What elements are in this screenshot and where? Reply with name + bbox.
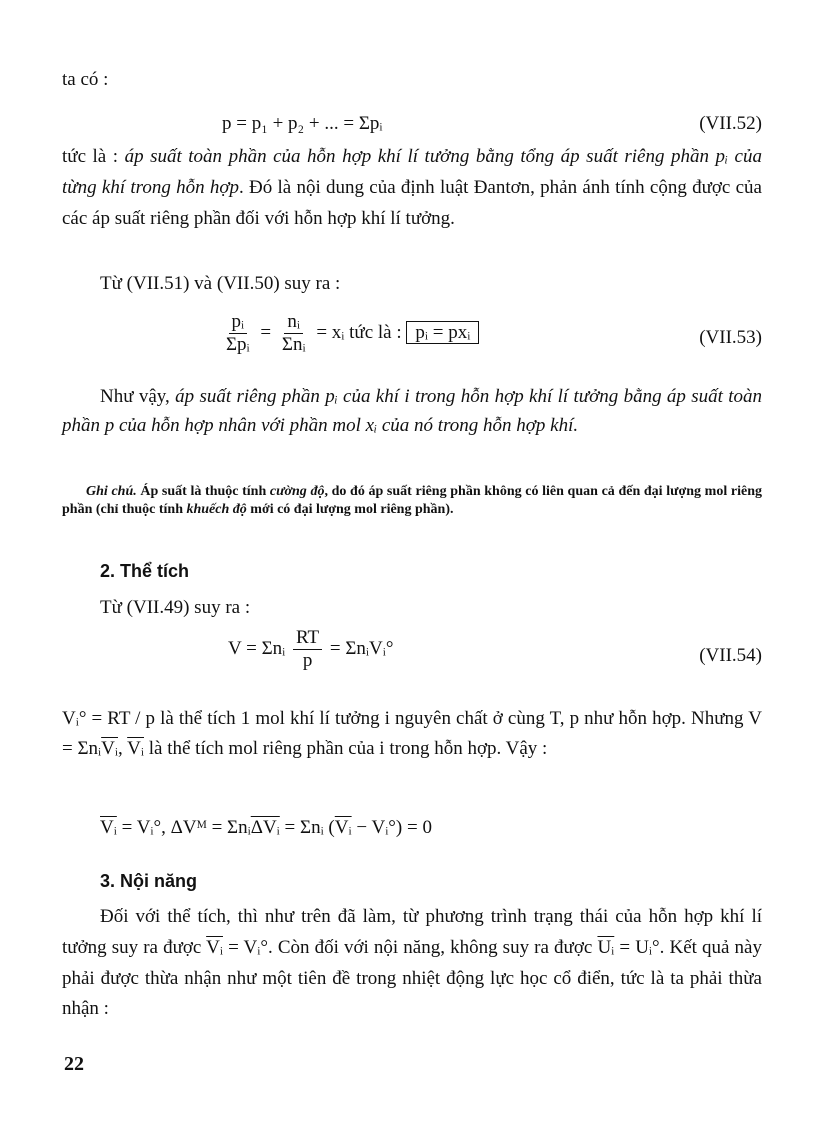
- fraction: $\frac{RT}{p}$: [293, 628, 322, 672]
- fraction: $\frac{\text{pᵢ}}{\text{Σpᵢ}}$: [226, 311, 250, 355]
- intro-text: ta có :: [62, 69, 109, 90]
- paragraph-derive-volume: Từ (VII.49) suy ra :: [100, 597, 251, 618]
- paragraph-lead: tức là :: [62, 146, 125, 167]
- section-heading-internal-energy: 3. Nội năng: [100, 871, 198, 891]
- boxed-result: pᵢ = pxᵢ: [406, 321, 479, 344]
- paragraph-internal-energy: Đối với thể tích, thì như trên đã làm, từ phương trình trạng thái của hỗn hợp khí lí tưởng suy ra được $\overline{Vᵢ}$ = Vᵢ°. Còn đối với nội năng, không suy ra được $\overline{Uᵢ}$ = Uᵢ°. Kết quả này phải được thừa nhận như một tiên đề trong nhiệt động lực học cổ điển, tức là ta phải thừa nhận :: [62, 906, 762, 1020]
- equation-vii-53: [62, 312, 762, 368]
- equation-number: (VII.53): [699, 327, 762, 348]
- page-number: 22: [64, 1053, 84, 1075]
- section-heading-volume: 2. Thể tích: [100, 561, 190, 581]
- paragraph-italic: áp suất toàn phần của hỗn hợp khí lí tưởng bằng tổng áp suất riêng phần pᵢ của từng khí trong hỗn hợp: [62, 146, 762, 198]
- equation-number: (VII.54): [699, 645, 762, 666]
- paragraph-dalton-law: [62, 142, 762, 234]
- fraction: $\frac{\text{nᵢ}}{\text{Σnᵢ}}$: [281, 311, 306, 355]
- equation-volume-change: $\overline{Vᵢ}$ = Vᵢ°, ΔVᴹ = $\Sigma nᵢ\overline{\Delta Vᵢ}$ = Σnᵢ ($\overline{Vᵢ}$ − Vᵢ°) = 0: [100, 817, 432, 838]
- paragraph-molar-volume: Vᵢ° = RT / p là thể tích 1 mol khí lí tưởng i nguyên chất ở cùng T, p như hỗn hợp. Nhưng $V = \Sigma nᵢ\overline{Vᵢ}$, $\overline{Vᵢ}$ là thể tích mol riêng phần của i trong hỗn hợp. Vậy :: [62, 708, 762, 760]
- equation-number: (VII.52): [699, 113, 762, 134]
- paragraph-rest: . Đó là nội dung của định luật Đantơn, phản ánh tính cộng được của các áp suất riêng phần đối với hỗn hợp khí lí tưởng.: [62, 176, 762, 229]
- paragraph-partial-pressure: Như vậy, áp suất riêng phần pᵢ của khí i trong hỗn hợp khí lí tưởng bằng áp suất toàn phần p của hỗn hợp nhân với phần mol xᵢ của nó trong hỗn hợp khí.: [62, 386, 762, 437]
- equation-vii-52: [62, 110, 762, 140]
- equation-expression: p = p₁ + p₂ + ... = Σpᵢ: [222, 113, 383, 134]
- note-block: Ghi chú. Áp suất là thuộc tính cường độ, do đó áp suất riêng phần không có liên quan cả đến đại lượng mol riêng phần (chỉ thuộc tính khuếch độ mới có đại lượng mol riêng phần).: [62, 484, 762, 518]
- equation-expression: V = Σnᵢ $\frac{RT}{p}$ = ΣnᵢVᵢ°: [228, 627, 394, 671]
- paragraph-derive: Từ (VII.51) và (VII.50) suy ra :: [100, 273, 341, 294]
- equation-expression: $\frac{\text{pᵢ}}{\text{Σpᵢ}}$ = $\frac{\text{nᵢ}}{\text{Σnᵢ}}$ = xᵢ tức là : pᵢ = pxᵢ: [220, 312, 479, 356]
- equation-vii-54: [62, 628, 762, 688]
